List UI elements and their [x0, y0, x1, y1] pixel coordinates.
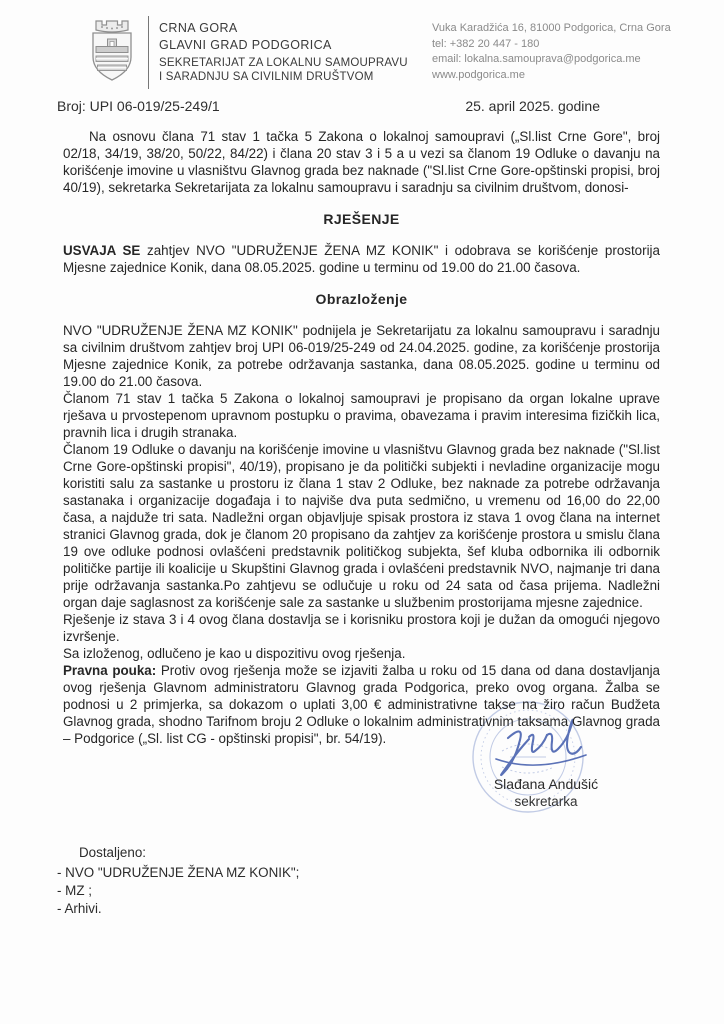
decision-title: RJEŠENJE	[323, 211, 400, 227]
org-country: CRNA GORA	[159, 21, 238, 35]
distribution-item: - MZ ;	[57, 883, 92, 898]
rationale-title: Obrazloženje	[315, 291, 408, 307]
rationale-paragraph-3: Članom 19 Odluke o davanju na korišćenje imovine u vlasništvu Glavnog grada bez naknade ("Sl.list Crne Gore-opštinski propisi", 40/19), propisano je da politički subjekti i nevladine organizacije mogu koristiti salu za sastanke u prostoru iz člana 1 stav 2 Odluke, bez naknade za potrebe održavanja sastanaka i organizacije događaja i to najviše dva puta sedmično, u vremenu od 16,00 do 22,00 časa, a najduže tri sata. Nadležni organ objavljuje spisak prostora iz stava 1 ovog člana na internet stranici Glavnog grada, dok je članom 20 propisano da zahtjev za korišćenje prostora u smislu člana 19 ove odluke podnosi ovlašćeni predstavnik političkog subjekta, šef kluba odbornika ili odbornik političke partije ili koalicije u Skupštini Glavnog grada i ovlašćeni predstavnik NVO, najmanje tri dana prije održavanja sastanka.Po zahtjevu se odlučuje u roku od 24 sata od časa prijema. Nadležni organ daje saglasnost za korišćenje sale za sastanke u službenim prostorijama mjesne zajednice.	[63, 442, 660, 610]
signatory-title: sekretarka	[514, 794, 578, 809]
signatory-name: Slađana Andušić	[493, 776, 599, 792]
rationale-paragraph-1: NVO "UDRUŽENJE ŽENA MZ KONIK" podnijela je Sekretarijatu za lokalnu samoupravu i saradnju sa civilnim društvom zahtjev broj UPI 06-019/25-249 od 24.04.2025. godine, za korišćenje prostorija Mjesne zajednice Konik, za potrebe održavanja sastanka, dana 08.05.2025. godine u terminu od 19.00 do 21.00 časova.	[63, 323, 660, 389]
letterhead	[0, 0, 724, 89]
signatory-block	[436, 776, 656, 809]
distribution-label: Dostaljeno:	[79, 845, 146, 860]
legal-remedy-paragraph	[63, 662, 660, 747]
document-date: 25. april 2025. godine	[465, 98, 600, 114]
contact-email: email: lokalna.samouprava@podgorica.me	[432, 53, 641, 65]
contact-website: www.podgorica.me	[432, 68, 525, 81]
decision-paragraph	[63, 242, 660, 276]
preamble-paragraph: Na osnovu člana 71 stav 1 tačka 5 Zakona o lokalnoj samoupravi („Sl.list Crne Gore", broj 02/18, 34/19, 38/20, 50/22, 84/22) i člana 20 stav 3 i 5 a u vezi sa članom 19 Odluke o davanju na korišćenje imovine u vlasništvu Glavnog grada bez naknade ("Sl.list Crne Gore-opštinski propisi, broj 40/19), sekretarka Sekretarijata za lokalnu samoupravu i saradnju sa civilnim društvom, donosi-	[63, 129, 660, 195]
podgorica-coat-of-arms-icon	[86, 18, 138, 89]
org-city: GLAVNI GRAD PODGORICA	[159, 38, 332, 52]
document-body	[0, 114, 724, 747]
organization-name-block	[148, 16, 408, 89]
contact-address: Vuka Karadžića 16, 81000 Podgorica, Crna Gora	[432, 22, 671, 34]
contact-info-block	[432, 16, 684, 89]
distribution-item: - Arhivi.	[57, 901, 102, 916]
legal-remedy-lead-bold: Pravna pouka:	[63, 663, 157, 678]
decision-text: zahtjev NVO "UDRUŽENJE ŽENA MZ KONIK" i odobrava se korišćenje prostorija Mjesne zajednice Konik, dana 08.05.2025. godine u terminu od 19.00 do 21.00 časova.	[63, 243, 660, 275]
distribution-list	[57, 844, 299, 918]
contact-phone: tel: +382 20 447 - 180	[432, 37, 540, 50]
rationale-paragraph-4: Rješenje iz stava 3 i 4 ovog člana dostavlja se i korisniku prostora koji je dužan da omogući njegovo izvršenje.	[63, 612, 660, 644]
rationale-paragraph-5: Sa izloženog, odlučeno je kao u dispozitivu ovog rješenja.	[63, 646, 406, 661]
org-secretariat-line1: SEKRETARIJAT ZA LOKALNU SAMOUPRAVU	[159, 57, 408, 69]
rationale-paragraph-2: Članom 71 stav 1 tačka 5 Zakona o lokalnoj samoupravi je propisano da organ lokalne uprave rješava u prvostepenom upravnom postupku o pravima, obavezama i pravim interesima fizičkih lica, pravnih lica i drugih stranaka.	[63, 391, 660, 440]
document-number: Broj: UPI 06-019/25-249/1	[57, 98, 220, 114]
reference-row	[0, 89, 724, 114]
org-secretariat-line2: I SARADNJU SA CIVILNIM DRUŠTVOM	[159, 70, 374, 83]
distribution-item: - NVO "UDRUŽENJE ŽENA MZ KONIK";	[57, 865, 300, 880]
legal-remedy-text: Protiv ovog rješenja može se izjaviti žalba u roku od 15 dana od dana dostavljanja ovog rješenja Glavnom administratoru Glavnog grada Podgorica, preko ovog organa. Žalba se podnosi u 2 primjerka, sa dokazom o uplati 3,00 € administrativne takse na žiro račun Budžeta Glavnog grada, shodno Tarifnom broju 2 Odluke o lokalnim administrativnim taksama Glavnog grada – Podgorice („Sl. list CG - opštinski propisi", br. 54/19).	[63, 663, 660, 746]
decision-lead-bold: USVAJA SE	[63, 243, 141, 258]
